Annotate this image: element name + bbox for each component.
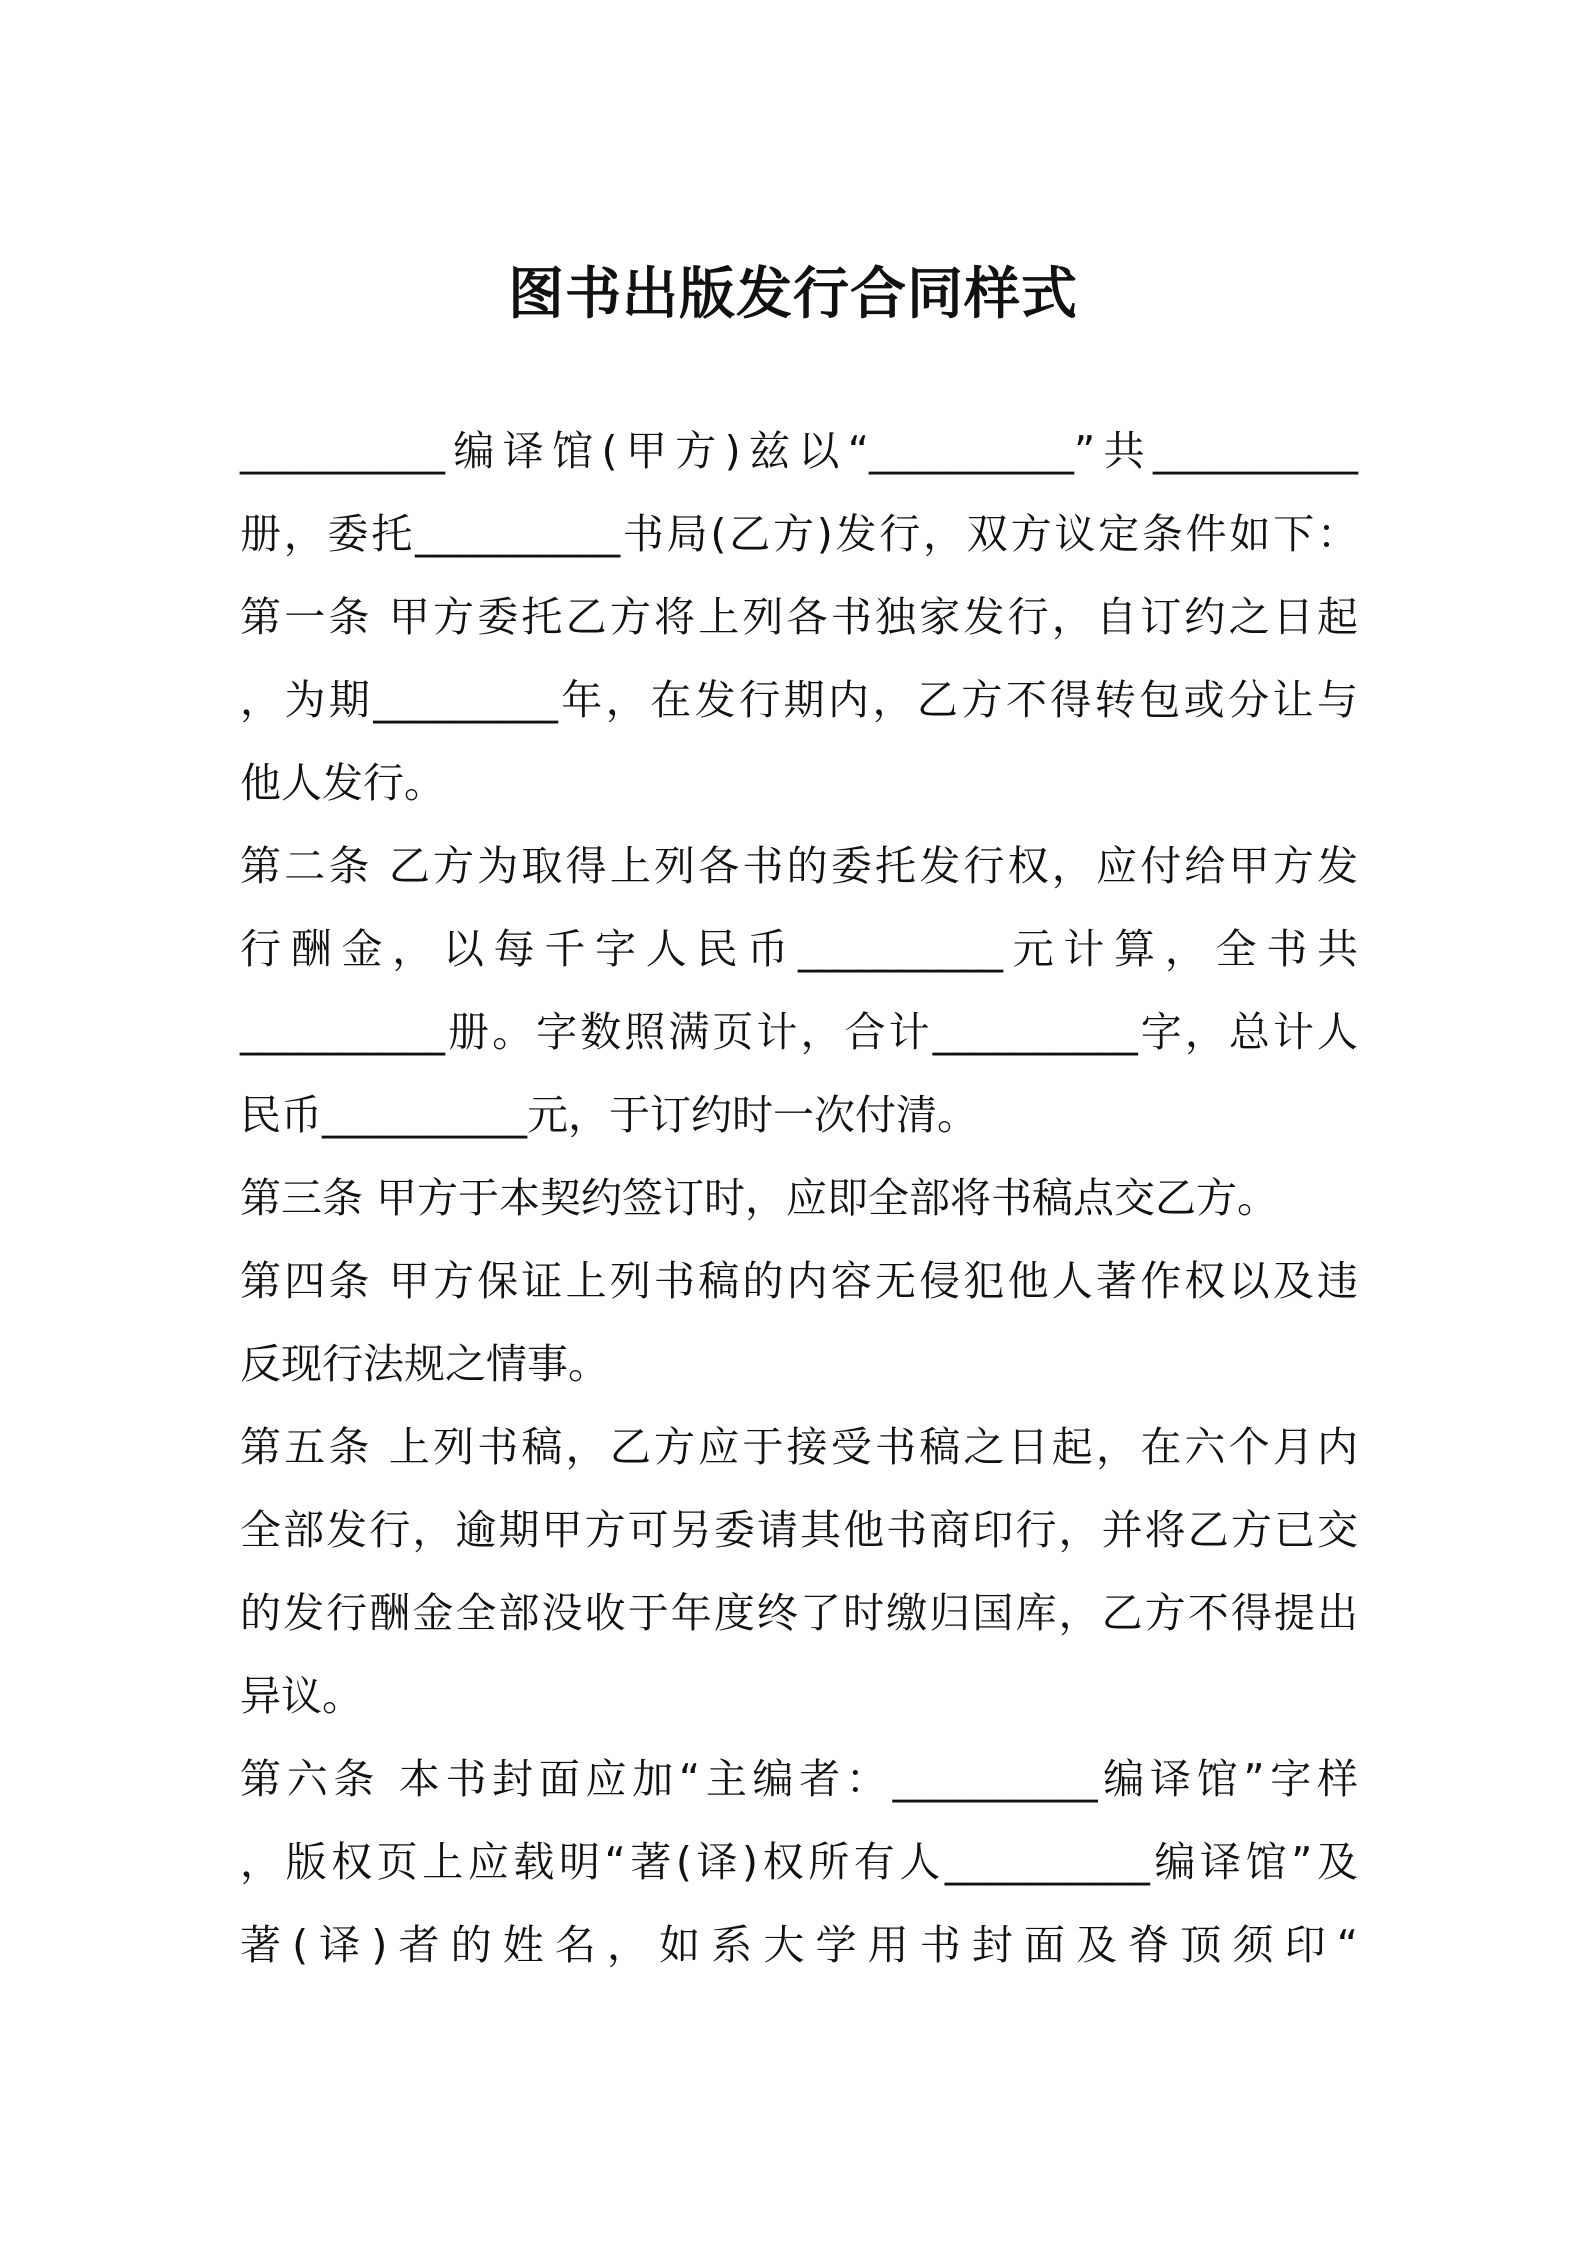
body-line: 反现行法规之情事。: [240, 1340, 609, 1388]
document-title: 图书出版发行合同样式: [508, 262, 1078, 327]
body-line: 行酬金，以每千字人民币__________元计算，全书共: [240, 925, 1358, 973]
body-line: 第二条 乙方为取得上列各书的委托发行权，应付给甲方发: [240, 842, 1358, 890]
body-line: 第五条 上列书稿，乙方应于接受书稿之日起，在六个月内: [240, 1423, 1358, 1471]
document-body: [240, 410, 1358, 1987]
body-line: 第三条 甲方于本契约签订时，应即全部将书稿点交乙方。: [240, 1174, 1279, 1222]
body-line: 异议。: [240, 1672, 363, 1720]
body-line: 著(译)者的姓名，如系大学用书封面及脊顶须印“: [240, 1921, 1358, 1969]
body-line: 他人发行。: [240, 759, 445, 807]
body-line: 全部发行，逾期甲方可另委请其他书商印行，并将乙方已交: [240, 1506, 1358, 1554]
body-line: 第一条 甲方委托乙方将上列各书独家发行，自订约之日起: [240, 593, 1358, 641]
body-line: 第四条 甲方保证上列书稿的内容无侵犯他人著作权以及违: [240, 1257, 1358, 1305]
body-line: 册，委托__________书局(乙方)发行，双方议定条件如下：: [240, 510, 1358, 558]
body-line: 民币__________元，于订约时一次付清。: [240, 1091, 978, 1139]
body-line: 第六条 本书封面应加“主编者：__________编译馆”字样: [240, 1755, 1358, 1803]
body-line: __________册。字数照满页计，合计__________字，总计人: [240, 1008, 1358, 1056]
body-line: ，版权页上应载明“著(译)权所有人__________编译馆”及: [240, 1838, 1358, 1886]
body-line: ，为期_________年，在发行期内，乙方不得转包或分让与: [240, 676, 1358, 724]
body-line: 的发行酬金全部没收于年度终了时缴归国库，乙方不得提出: [240, 1589, 1358, 1637]
body-line: __________编译馆(甲方)兹以“__________”共__________: [240, 427, 1358, 475]
